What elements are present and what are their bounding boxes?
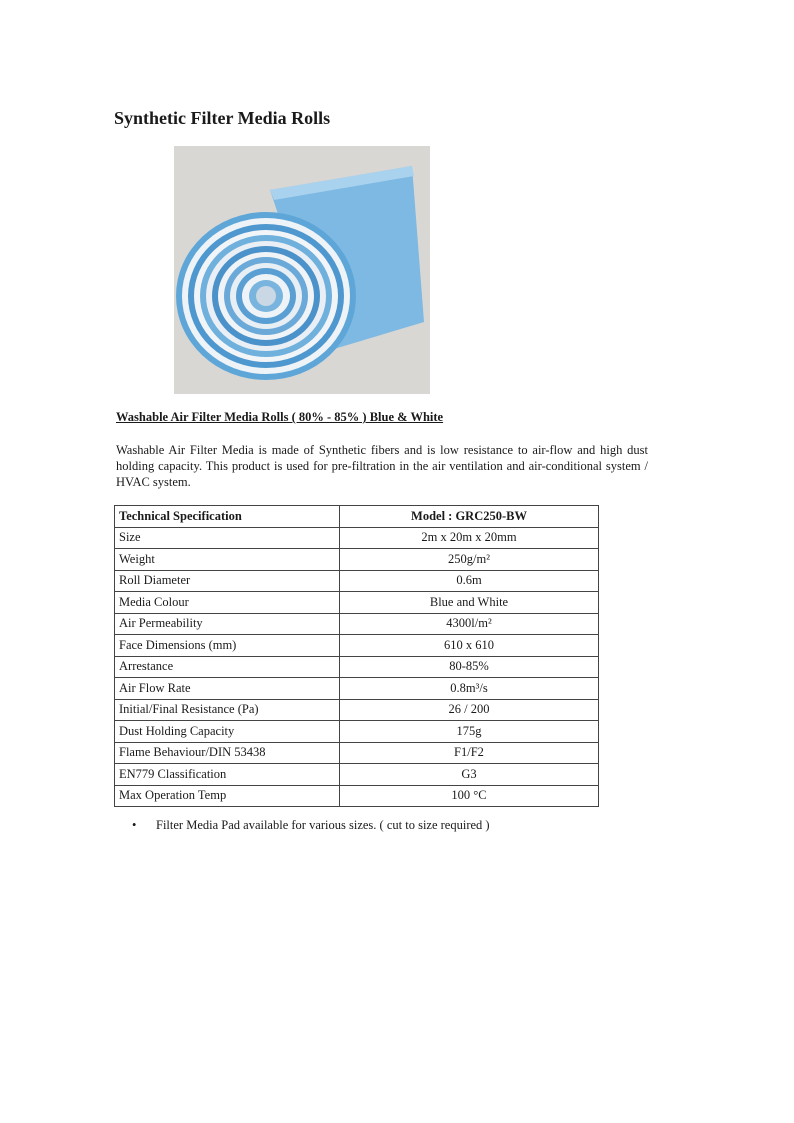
table-row: [115, 764, 599, 786]
spec-param: Initial/Final Resistance (Pa): [115, 699, 340, 721]
spec-value: 4300l/m²: [340, 613, 599, 635]
table-row: [115, 549, 599, 571]
bullet-icon: •: [132, 818, 137, 832]
spec-value: 0.6m: [340, 570, 599, 592]
spec-value: 250g/m²: [340, 549, 599, 571]
spec-value: 80-85%: [340, 656, 599, 678]
filter-roll-photo: [174, 146, 430, 394]
spec-value: 175g: [340, 721, 599, 743]
spec-param: Dust Holding Capacity: [115, 721, 340, 743]
spec-value: 0.8m³/s: [340, 678, 599, 700]
spec-value: 2m x 20m x 20mm: [340, 527, 599, 549]
note-text: Filter Media Pad available for various sizes. ( cut to size required ): [156, 818, 490, 832]
list-item: [132, 818, 490, 833]
table-row: [115, 742, 599, 764]
spec-param: Face Dimensions (mm): [115, 635, 340, 657]
table-row: [115, 592, 599, 614]
table-row: [115, 570, 599, 592]
spec-table: [114, 505, 599, 807]
spec-param: Size: [115, 527, 340, 549]
spec-param: Flame Behaviour/DIN 53438: [115, 742, 340, 764]
header-model: Model : GRC250-BW: [340, 506, 599, 528]
table-row: [115, 678, 599, 700]
spec-param: Arrestance: [115, 656, 340, 678]
spec-value: 100 °C: [340, 785, 599, 807]
spec-value: F1/F2: [340, 742, 599, 764]
spec-value: Blue and White: [340, 592, 599, 614]
table-row: [115, 699, 599, 721]
table-row: [115, 785, 599, 807]
spec-param: Air Permeability: [115, 613, 340, 635]
notes-list: [132, 818, 490, 833]
header-technical-specification: Technical Specification: [115, 506, 340, 528]
spec-value: 610 x 610: [340, 635, 599, 657]
spec-param: Max Operation Temp: [115, 785, 340, 807]
table-row: [115, 527, 599, 549]
spec-param: Roll Diameter: [115, 570, 340, 592]
spec-param: Media Colour: [115, 592, 340, 614]
table-row: [115, 656, 599, 678]
spec-value: 26 / 200: [340, 699, 599, 721]
table-row: [115, 635, 599, 657]
table-row: [115, 613, 599, 635]
product-description: Washable Air Filter Media is made of Synthetic fibers and is low resistance to air-flow and high dust holding capacity. This product is used for pre-filtration in the air ventilation and air-conditional system / HVAC system.: [116, 443, 648, 489]
spec-value: G3: [340, 764, 599, 786]
spec-table-header: [115, 506, 599, 528]
spec-param: Air Flow Rate: [115, 678, 340, 700]
table-row: [115, 721, 599, 743]
page-title: Synthetic Filter Media Rolls: [114, 108, 331, 128]
spec-param: EN779 Classification: [115, 764, 340, 786]
section-heading: Washable Air Filter Media Rolls ( 80% - 85% ) Blue & White: [116, 410, 444, 424]
spec-param: Weight: [115, 549, 340, 571]
